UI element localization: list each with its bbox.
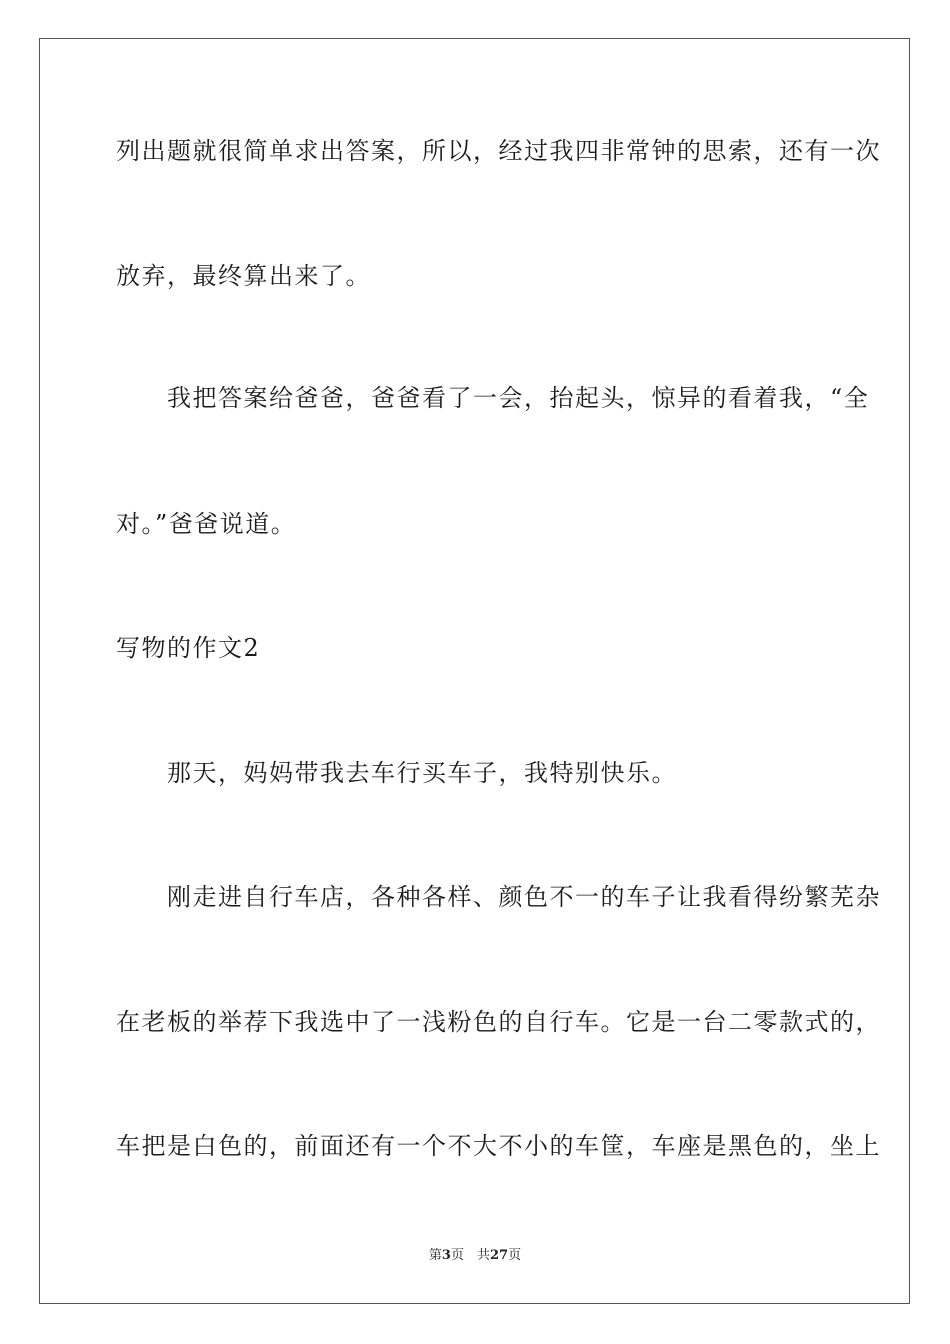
- body-text-line: 列出题就很简单求出答案，所以，经过我四非常钟的思索，还有一次: [116, 137, 881, 165]
- body-text-line: 放弃，最终算出来了。: [116, 262, 371, 290]
- page-current: 3: [441, 1248, 451, 1263]
- page-mid: 页 共: [450, 1248, 490, 1263]
- page-prefix: 第: [428, 1248, 442, 1263]
- page-frame: [39, 38, 910, 1304]
- page-suffix: 页: [508, 1248, 522, 1263]
- body-text-line: 在老板的举荐下我选中了一浅粉色的自行车。它是一台二零款式的，: [116, 1008, 881, 1036]
- body-text-line: 车把是白色的，前面还有一个不大不小的车筐，车座是黑色的，坐上: [116, 1132, 881, 1160]
- section-heading: 写物的作文2: [116, 634, 261, 662]
- body-text-line: 那天，妈妈带我去车行买车子，我特别快乐。: [116, 759, 677, 787]
- page-total: 27: [489, 1248, 509, 1263]
- page-footer: [0, 1248, 950, 1264]
- body-text-line: 刚走进自行车店，各种各样、颜色不一的车子让我看得纷繁芜杂: [116, 883, 881, 911]
- body-text-line: 对。”爸爸说道。: [116, 510, 297, 538]
- body-text-line: 我把答案给爸爸，爸爸看了一会，抬起头，惊异的看着我，“全: [116, 384, 870, 412]
